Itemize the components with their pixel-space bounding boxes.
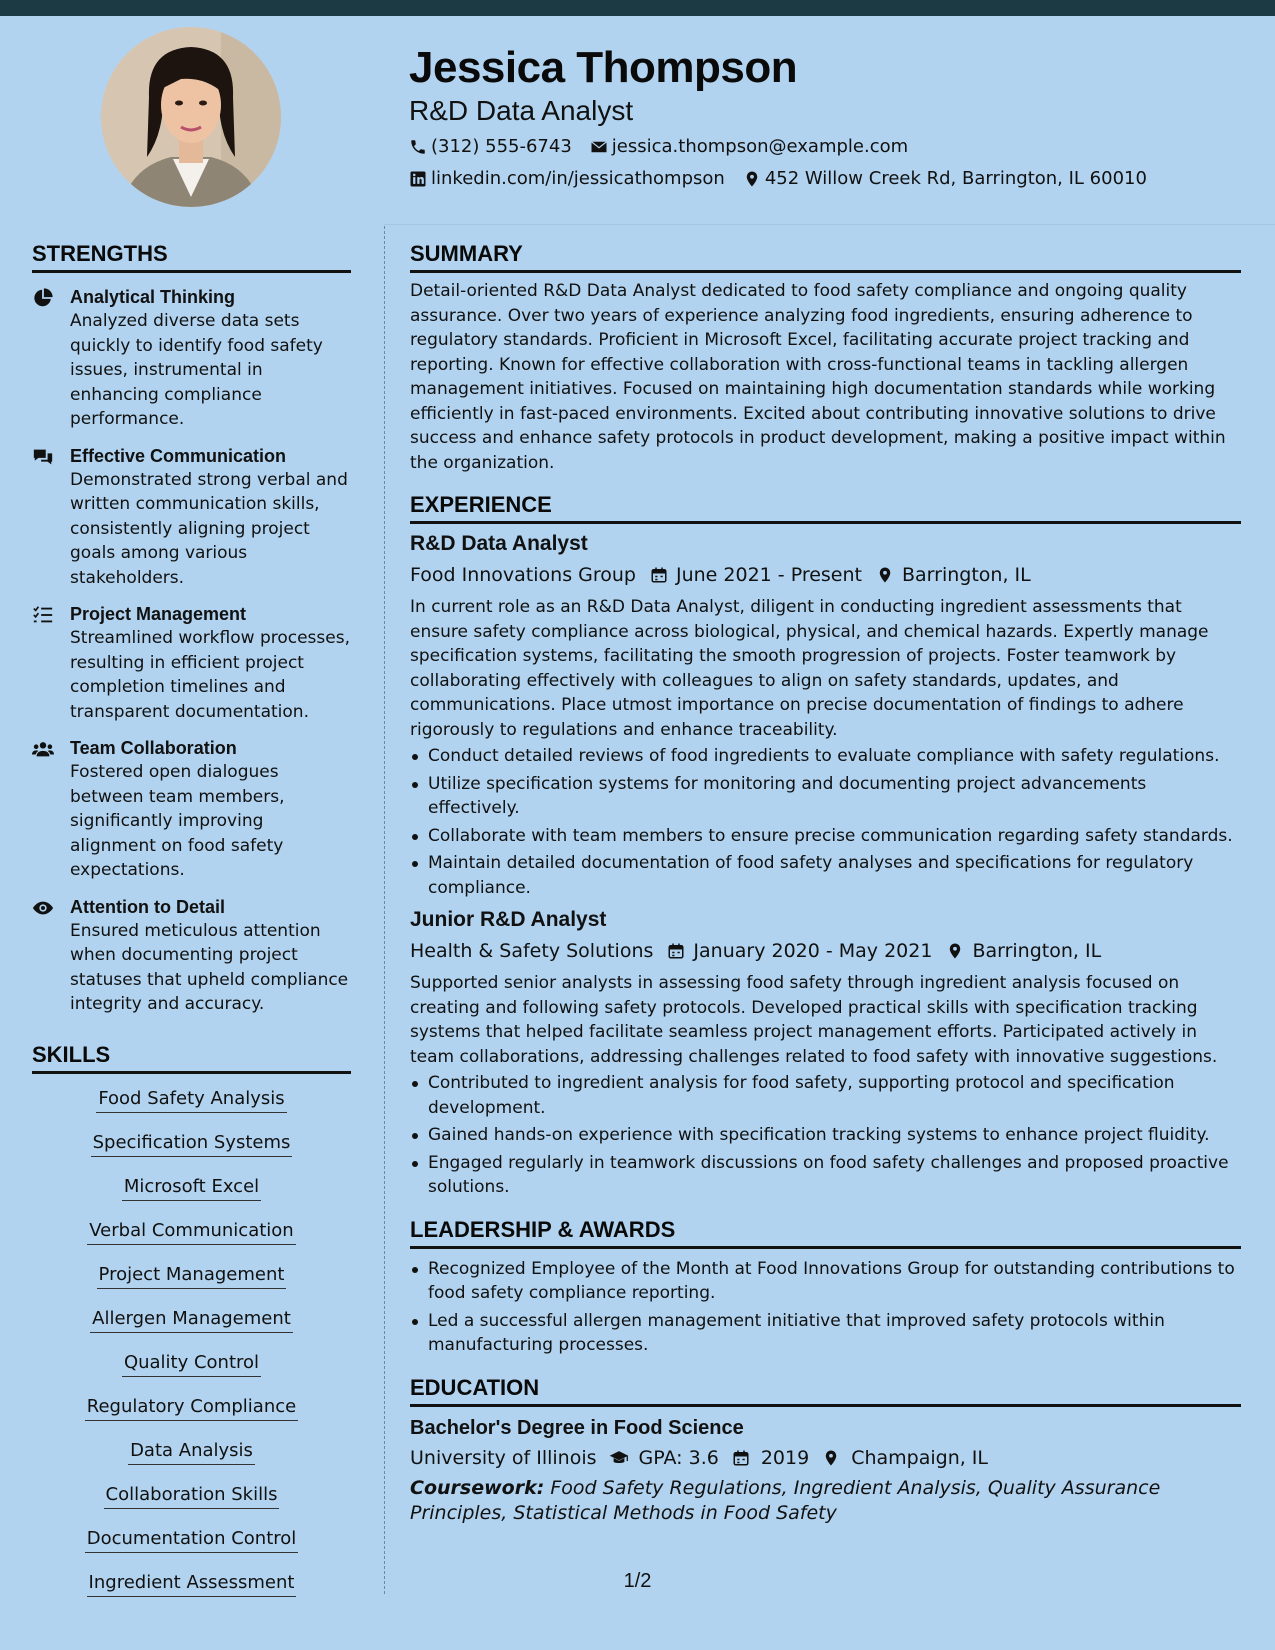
job-entry <box>410 530 1241 900</box>
list-item: Collaborate with team members to ensure precise communication regarding safety standards. <box>410 824 1241 849</box>
strength-title: Project Management <box>70 604 247 624</box>
education-meta <box>410 1444 1241 1472</box>
school-location: Champaign, IL <box>851 1446 989 1469</box>
page-number: 1/2 <box>623 1570 652 1592</box>
skill-tag: Regulatory Compliance <box>85 1394 298 1421</box>
list-item: Maintain detailed documentation of food safety analyses and specifications for regulatory compliance. <box>410 851 1241 900</box>
job-location-wrap <box>876 561 1031 589</box>
job-location: Barrington, IL <box>901 564 1031 586</box>
skill-tag: Documentation Control <box>85 1526 299 1553</box>
job-company: Health & Safety Solutions <box>410 940 654 962</box>
experience-title: EXPERIENCE <box>410 491 1241 524</box>
strength-desc: Demonstrated strong verbal and written communication skills, consistently aligning project goals among various stakeholders. <box>70 469 348 588</box>
pie-chart-icon <box>32 287 54 309</box>
education-title: EDUCATION <box>410 1374 1241 1407</box>
strength-item <box>32 895 351 1017</box>
graduation-cap-icon <box>609 1449 629 1467</box>
grad-year: 2019 <box>760 1446 810 1469</box>
skill-tag: Project Management <box>97 1262 287 1289</box>
job-dates-wrap <box>667 937 932 965</box>
strength-title: Attention to Detail <box>70 896 225 917</box>
linkedin-text: linkedin.com/in/jessicathompson <box>431 168 725 189</box>
coursework-text: Food Safety Regulations, Ingredient Analysis, Quality Assurance Principles, Statistical Methods in Food Safety <box>410 1476 1161 1524</box>
job-location-wrap <box>946 937 1101 965</box>
users-icon <box>32 738 54 760</box>
summary-text: Detail-oriented R&D Data Analyst dedicated to food safety compliance and ongoing quality assurance. Over two years of experience analyzing food ingredients, ensuring adherence to regulatory standards. Proficient in Microsoft Excel, facilitating accurate project tracking and reporting. Known for effective collaboration with cross-functional teams in tackling allergen management initiatives. Focused on maintaining high documentation standards while working efficiently in fast-paced environments. Excited about contributing innovative solutions to drive success and enhance safety protocols in product development, making a positive impact within the organization. <box>410 281 1226 473</box>
list-item: Led a successful allergen management initiative that improved safety protocols within manufacturing processes. <box>410 1309 1241 1358</box>
calendar-icon <box>650 566 668 584</box>
job-company: Food Innovations Group <box>410 564 636 586</box>
skill-tag: Ingredient Assessment <box>87 1570 297 1597</box>
header-divider <box>384 224 1275 225</box>
contact-linkedin[interactable] <box>409 166 725 192</box>
strength-desc: Streamlined workflow processes, resulting in efficient project completion timelines and transparent documentation. <box>70 628 350 722</box>
awards-title: LEADERSHIP & AWARDS <box>410 1216 1241 1249</box>
candidate-role: R&D Data Analyst <box>409 95 634 126</box>
skill-tag: Collaboration Skills <box>104 1482 280 1509</box>
job-description: In current role as an R&D Data Analyst, diligent in conducting ingredient assessments that ensure safety compliance across biological, physical, and chemical hazards. Expertly manage specification systems, facilitating the smooth progression of projects. Foster teamwork by collaborating effectively with colleagues to align on safety standards, updates, and communications. Place utmost importance on precise documentation of findings to adhere rigorously to regulations and enhance traceability. <box>410 597 1209 740</box>
envelope-icon <box>590 138 608 156</box>
degree-title: Bachelor's Degree in Food Science <box>410 1416 744 1439</box>
list-item: Engaged regularly in teamwork discussions on food safety challenges and proposed proactive solutions. <box>410 1151 1241 1200</box>
skills-title: SKILLS <box>32 1041 351 1074</box>
job-title: R&D Data Analyst <box>410 532 588 555</box>
list-item: Utilize specification systems for monitoring and documenting project advancements effectively. <box>410 772 1241 821</box>
resume-header <box>409 40 1165 192</box>
job-entry <box>410 906 1241 1200</box>
skills-list <box>32 1086 351 1614</box>
skill-tag: Food Safety Analysis <box>96 1086 286 1113</box>
list-item: Gained hands-on experience with specification tracking systems to enhance project fluidity. <box>410 1123 1241 1148</box>
email-text: jessica.thompson@example.com <box>611 136 909 157</box>
job-dates: June 2021 - Present <box>675 564 862 586</box>
map-pin-icon <box>821 1449 841 1467</box>
eye-icon <box>32 897 54 919</box>
candidate-name: Jessica Thompson <box>409 43 798 92</box>
strength-title: Analytical Thinking <box>70 287 236 307</box>
map-pin-icon <box>946 942 964 960</box>
list-item: Conduct detailed reviews of food ingredients to evaluate compliance with safety regulations. <box>410 744 1241 769</box>
gpa-wrap <box>609 1444 719 1472</box>
contact-phone[interactable] <box>409 134 572 160</box>
awards-list <box>410 1257 1241 1358</box>
top-bar <box>0 0 1275 16</box>
calendar-icon <box>731 1449 751 1467</box>
left-column <box>32 240 351 1614</box>
school-name: University of Illinois <box>410 1446 597 1469</box>
job-dates-wrap <box>650 561 862 589</box>
strength-desc: Ensured meticulous attention when documenting project statuses that upheld compliance integrity and accuracy. <box>70 920 349 1014</box>
comments-icon <box>32 446 54 468</box>
job-location: Barrington, IL <box>972 940 1102 962</box>
calendar-icon <box>667 942 685 960</box>
address-text: 452 Willow Creek Rd, Barrington, IL 60010 <box>764 168 1147 189</box>
job-meta <box>410 937 1241 965</box>
linkedin-icon <box>409 170 427 188</box>
list-item: Contributed to ingredient analysis for food safety, supporting protocol and specification development. <box>410 1071 1241 1120</box>
job-bullets <box>410 744 1241 900</box>
list-item: Recognized Employee of the Month at Food Innovations Group for outstanding contributions to food safety compliance reporting. <box>410 1257 1241 1306</box>
strength-item <box>32 285 351 432</box>
contact-address <box>743 166 1147 192</box>
contact-row-2 <box>409 166 1165 192</box>
strength-item <box>32 602 351 724</box>
strength-desc: Fostered open dialogues between team members, significantly improving alignment on food safety expectations. <box>70 762 285 880</box>
column-divider <box>384 226 385 1594</box>
year-wrap <box>731 1444 809 1472</box>
skill-tag: Specification Systems <box>91 1130 293 1157</box>
map-pin-icon <box>743 170 761 188</box>
skill-tag: Microsoft Excel <box>122 1174 261 1201</box>
coursework <box>410 1476 1241 1526</box>
job-meta <box>410 561 1241 589</box>
contact-row-1 <box>409 134 1165 160</box>
strength-desc: Analyzed diverse data sets quickly to identify food safety issues, instrumental in enhancing compliance performance. <box>70 311 323 429</box>
skill-tag: Verbal Communication <box>87 1218 295 1245</box>
strength-item <box>32 444 351 591</box>
skill-tag: Allergen Management <box>90 1306 293 1333</box>
strengths-title: STRENGTHS <box>32 240 351 273</box>
strength-item <box>32 736 351 883</box>
phone-icon <box>409 138 427 156</box>
summary-title: SUMMARY <box>410 240 1241 273</box>
edu-location-wrap <box>821 1444 988 1472</box>
strength-title: Team Collaboration <box>70 738 237 758</box>
job-bullets <box>410 1071 1241 1200</box>
right-column <box>410 240 1241 1526</box>
profile-photo <box>101 27 281 207</box>
phone-text: (312) 555-6743 <box>431 136 572 157</box>
contact-email[interactable] <box>590 134 908 160</box>
skill-tag: Data Analysis <box>128 1438 255 1465</box>
task-list-icon <box>32 604 54 626</box>
map-pin-icon <box>876 566 894 584</box>
job-description: Supported senior analysts in assessing food safety through ingredient analysis focused on creating and following safety protocols. Developed practical skills with specification tracking systems that helped facilitate seamless project management efforts. Participated actively in team collaborations, addressing challenges related to food safety with innovative suggestions. <box>410 973 1218 1067</box>
coursework-label: Coursework: <box>410 1476 545 1499</box>
skill-tag: Quality Control <box>122 1350 261 1377</box>
job-dates: January 2020 - May 2021 <box>693 940 933 962</box>
strength-title: Effective Communication <box>70 445 287 466</box>
gpa-text: GPA: 3.6 <box>638 1446 719 1469</box>
job-title: Junior R&D Analyst <box>410 908 607 931</box>
